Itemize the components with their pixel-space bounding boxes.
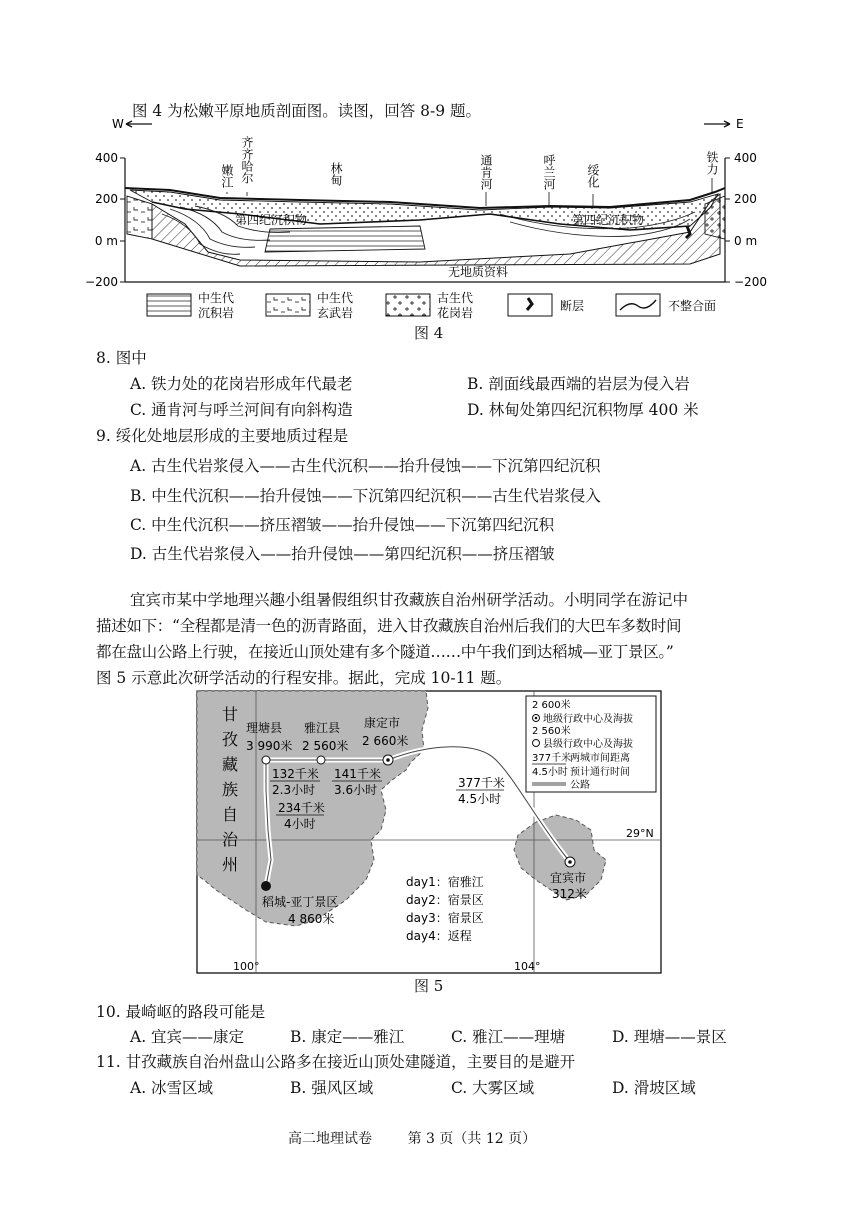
itinerary-day4: day4：返程 <box>406 929 472 943</box>
basalt-west <box>127 196 152 239</box>
page-footer: 高二地理试卷 第 3 页（共 12 页） <box>288 1131 537 1147</box>
seg2-time: 3.6小时 <box>334 783 378 797</box>
svg-text:地级行政中心及海拔: 地级行政中心及海拔 <box>543 714 633 725</box>
fig5-intro-line1: 宜宾市某中学地理兴趣小组暑假组织甘孜藏族自治州研学活动。小明同学在游记中 <box>130 591 689 609</box>
yajiang-label: 雅江县 <box>304 721 341 735</box>
lon-100: 100° <box>233 960 260 973</box>
fig5-caption: 图 5 <box>414 977 444 995</box>
q11-option-c: C. 大雾区域 <box>451 1079 535 1097</box>
svg-text:4.5小时: 4.5小时 <box>532 767 568 778</box>
q8-option-d: D. 林甸处第四纪沉积物厚 400 米 <box>467 401 699 419</box>
y-tick-right: 200 <box>734 192 757 206</box>
yajiang-alt: 2 560米 <box>302 739 349 753</box>
legend-granite-1: 古生代 <box>437 291 474 305</box>
legend-granite-2: 花岗岩 <box>437 306 474 320</box>
litang-marker <box>262 756 270 764</box>
horizontal-layers <box>265 226 425 252</box>
yibin-alt: 312米 <box>552 887 587 901</box>
place-nenjiang: 嫩江 <box>220 164 234 188</box>
seg2-dist: 141千米 <box>334 767 381 781</box>
fig4-legend <box>147 290 716 320</box>
q10-option-a: A. 宜宾——康定 <box>130 1028 245 1046</box>
q10-stem: 10. 最崎岖的路段可能是 <box>96 1003 266 1021</box>
q9-option-d: D. 古生代岩浆侵入——抬升侵蚀——第四纪沉积——挤压褶皱 <box>130 545 555 563</box>
fig5-legend <box>526 696 656 792</box>
svg-text:2 560米: 2 560米 <box>532 726 571 737</box>
fig5-intro-line2: 描述如下：“全程都是清一色的沥青路面，进入甘孜藏族自治州后我们的大巴车多数时间 <box>96 617 682 635</box>
q11-option-b: B. 强风区域 <box>290 1079 374 1097</box>
region-name <box>222 705 239 874</box>
west-arrow <box>126 121 152 127</box>
q9-option-a: A. 古生代岩浆侵入——古生代沉积——抬升侵蚀——下沉第四纪沉积 <box>130 457 601 475</box>
fig4-intro: 图 4 为松嫩平原地质剖面图。读图，回答 8-9 题。 <box>132 102 482 120</box>
dir-west: W <box>112 117 124 131</box>
place-qiqihar: 齐齐哈尔 <box>240 136 254 184</box>
y-tick-left: −200 <box>85 275 118 289</box>
y-tick-left: 0 m <box>94 234 118 248</box>
seg4-dist: 377千米 <box>458 776 505 790</box>
quaternary-label-left: 第四纪沉积物 <box>235 213 308 227</box>
place-labels <box>220 136 719 190</box>
legend-unconformity: 不整合面 <box>668 299 717 313</box>
daocheng-marker <box>261 881 271 891</box>
y-tick-left: 200 <box>95 192 118 206</box>
place-lindian: 林甸 <box>329 162 343 186</box>
litang-alt: 3 990米 <box>246 739 293 753</box>
q9-option-b: B. 中生代沉积——抬升侵蚀——下沉第四纪沉积——古生代岩浆侵入 <box>130 487 601 505</box>
q10-option-b: B. 康定——雅江 <box>290 1028 405 1046</box>
svg-text:377千米: 377千米 <box>532 753 572 764</box>
svg-text:治: 治 <box>222 830 239 849</box>
legend-basalt-1: 中生代 <box>317 291 354 305</box>
y-tick-right: −200 <box>734 275 767 289</box>
litang-label: 理塘县 <box>246 721 283 735</box>
daocheng-alt: 4 860米 <box>288 912 335 926</box>
legend-basalt-2: 玄武岩 <box>317 306 354 320</box>
svg-text:预计通行时间: 预计通行时间 <box>570 767 630 778</box>
place-tongken: 通肯河 <box>479 154 493 190</box>
dir-east: E <box>736 117 744 131</box>
fault <box>686 226 690 238</box>
yajiang-marker <box>317 756 325 764</box>
seg3-dist: 234千米 <box>278 801 325 815</box>
east-arrow <box>704 121 730 127</box>
no-data-label: 无地质资料 <box>448 265 509 279</box>
legend-fault: 断层 <box>560 299 585 313</box>
q8-option-a: A. 铁力处的花岗岩形成年代最老 <box>130 375 353 393</box>
svg-text:藏: 藏 <box>222 755 239 774</box>
q11-stem: 11. 甘孜藏族自治州盘山公路多在接近山顶处建隧道，主要目的是避开 <box>96 1053 576 1071</box>
q11-option-a: A. 冰雪区域 <box>130 1079 214 1097</box>
legend-mesozoic-sed-2: 沉积岩 <box>198 306 235 320</box>
y-tick-right: 400 <box>734 151 757 165</box>
quaternary-label-right: 第四纪沉积物 <box>572 213 645 227</box>
svg-text:公路: 公路 <box>570 780 590 791</box>
q8-stem: 8. 图中 <box>96 349 147 367</box>
fig4-caption: 图 4 <box>414 324 444 342</box>
fig5-route-map <box>196 690 662 974</box>
svg-text:族: 族 <box>222 780 239 799</box>
svg-text:2 600米: 2 600米 <box>532 700 571 711</box>
place-hulan: 呼兰河 <box>542 154 556 190</box>
legend-mesozoic-sed-1: 中生代 <box>198 291 235 305</box>
lon-104: 104° <box>514 960 541 973</box>
svg-text:甘: 甘 <box>222 705 239 724</box>
seg3-time: 4小时 <box>284 817 316 831</box>
fig5-intro-line4: 图 5 示意此次研学活动的行程安排。据此，完成 10-11 题。 <box>96 669 512 687</box>
q11-option-d: D. 滑坡区域 <box>612 1079 696 1097</box>
lat-29: 29°N <box>626 827 654 840</box>
itinerary-day1: day1：宿雅江 <box>406 875 484 889</box>
q8-option-b: B. 剖面线最西端的岩层为侵入岩 <box>467 375 690 393</box>
fig4-cross-section <box>85 114 780 344</box>
svg-text:两城市间距离: 两城市间距离 <box>570 753 630 764</box>
svg-text:孜: 孜 <box>222 730 239 749</box>
svg-text:州: 州 <box>222 855 239 874</box>
kangding-label: 康定市 <box>364 716 401 730</box>
svg-text:自: 自 <box>222 805 239 824</box>
q10-option-c: C. 雅江——理塘 <box>451 1028 566 1046</box>
svg-text:县级行政中心及海拔: 县级行政中心及海拔 <box>543 739 633 750</box>
q9-stem: 9. 绥化处地层形成的主要地质过程是 <box>96 427 349 445</box>
place-suihua: 绥化 <box>586 164 600 188</box>
seg1-dist: 132千米 <box>272 767 319 781</box>
fig5-intro-line3: 都在盘山公路上行驶，在接近山顶处建有多个隧道……中午我们到达稻城—亚丁景区。” <box>96 643 674 661</box>
itinerary-day2: day2：宿景区 <box>406 893 484 907</box>
q9-option-c: C. 中生代沉积——挤压褶皱——抬升侵蚀——下沉第四纪沉积 <box>130 516 555 534</box>
daocheng-label: 稻城-亚丁景区 <box>262 895 339 909</box>
seg1-time: 2.3小时 <box>272 783 316 797</box>
q10-option-d: D. 理塘——景区 <box>612 1028 727 1046</box>
place-tieli: 铁力 <box>705 151 719 175</box>
yibin-label: 宜宾市 <box>550 871 587 885</box>
itinerary-day3: day3：宿景区 <box>406 911 484 925</box>
seg4-time: 4.5小时 <box>458 792 502 806</box>
y-tick-right: 0 m <box>734 234 758 248</box>
kangding-alt: 2 660米 <box>362 734 409 748</box>
y-tick-left: 400 <box>95 151 118 165</box>
q8-option-c: C. 通肯河与呼兰河间有向斜构造 <box>130 401 353 419</box>
